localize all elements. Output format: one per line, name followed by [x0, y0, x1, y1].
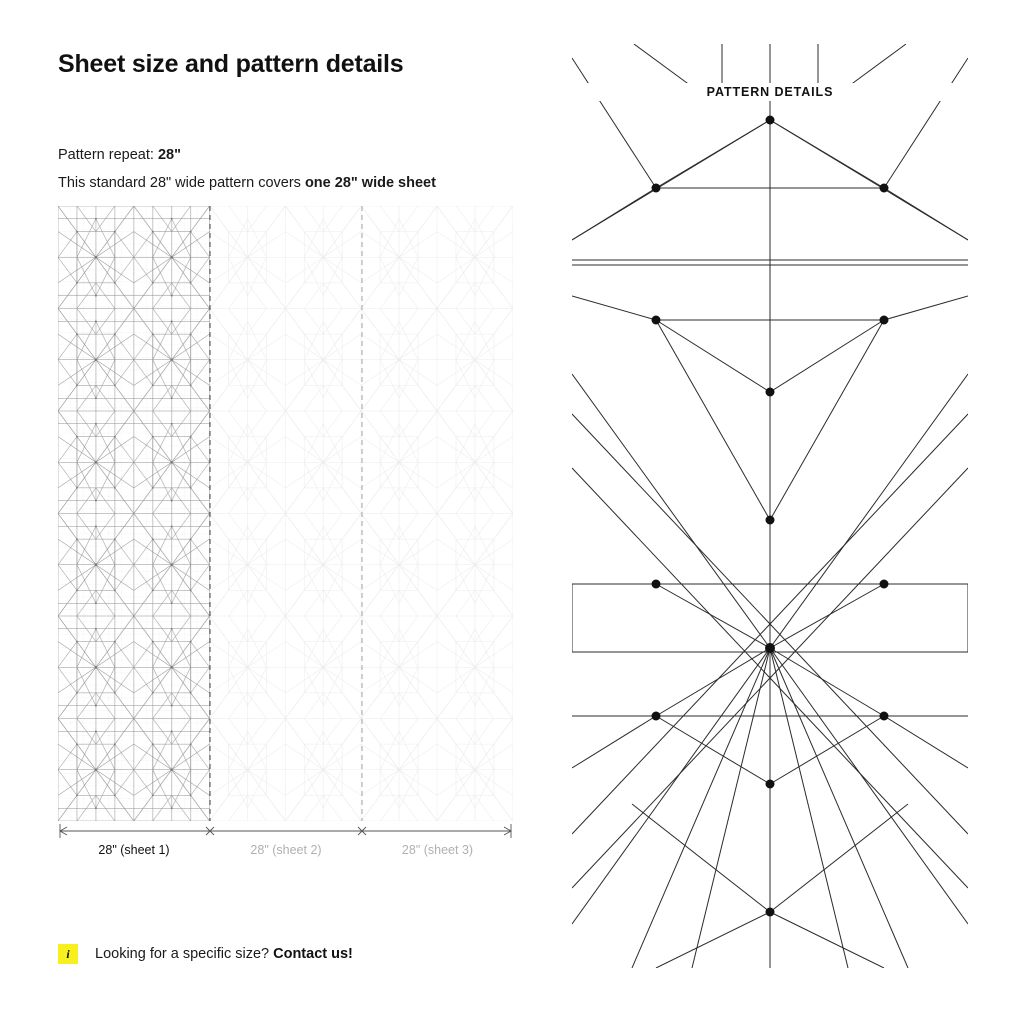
sheet-2-preview [210, 206, 362, 821]
coverage-strong: one 28" wide sheet [304, 175, 436, 191]
contact-us-link[interactable]: Contact us! [273, 946, 353, 962]
sheet-1-preview [58, 206, 210, 821]
pattern-detail-panel [572, 44, 968, 968]
pattern-repeat-label: Pattern repeat: [58, 147, 154, 163]
footer-text [95, 946, 353, 962]
pattern-repeat-value: 28" [157, 147, 181, 163]
page-title: Sheet size and pattern details [58, 50, 404, 78]
coverage-line [58, 175, 436, 191]
pattern-repeat-line [58, 147, 181, 163]
ruler-label-sheet-1: 28" (sheet 1) [98, 843, 170, 857]
footer-note [58, 942, 353, 966]
detail-panel-title: PATTERN DETAILS [572, 83, 968, 101]
ruler-label-sheet-3: 28" (sheet 3) [401, 843, 474, 857]
coverage-prefix: This standard 28" wide pattern covers [58, 175, 305, 191]
sheet-3-preview [362, 206, 513, 821]
ruler-label-sheet-2: 28" (sheet 2) [250, 843, 322, 857]
info-icon: i [58, 944, 78, 964]
sheet-preview [58, 206, 513, 821]
footer-question: Looking for a specific size? [95, 946, 274, 962]
